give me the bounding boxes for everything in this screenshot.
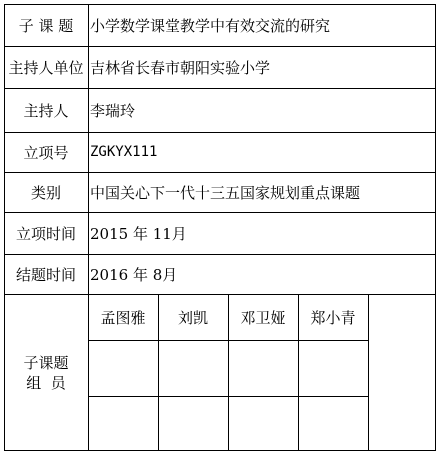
label-host-unit: 主持人单位 — [8, 58, 84, 77]
grid-divider — [158, 294, 159, 451]
subgroup-label-line1: 子课题 — [23, 353, 69, 372]
table-border — [4, 4, 436, 451]
value-project-number: ZGKYX111 — [90, 144, 158, 160]
subgroup-label-line2: 组 员 — [26, 373, 66, 392]
label-subtopic: 子 课 题 — [18, 16, 74, 35]
value-category: 中国关心下一代十三五国家规划重点课题 — [90, 183, 361, 202]
grid-divider — [368, 294, 369, 451]
row-divider — [4, 88, 436, 89]
row-divider — [4, 132, 436, 133]
row-divider — [4, 46, 436, 47]
label-project-number: 立项号 — [23, 143, 69, 162]
member-name: 郑小青 — [310, 308, 356, 327]
label-approval-date: 立项时间 — [15, 224, 76, 243]
row-divider — [4, 254, 436, 255]
value-host-unit: 吉林省长春市朝阳实验小学 — [90, 58, 271, 77]
member-name: 刘凯 — [177, 308, 208, 327]
label-completion-date: 结题时间 — [15, 265, 76, 284]
label-host: 主持人 — [23, 101, 69, 120]
value-approval-date: 2015 年 11月 — [90, 224, 187, 243]
member-name: 孟图雅 — [100, 308, 146, 327]
row-divider — [4, 212, 436, 213]
label-category: 类别 — [30, 183, 61, 202]
member-name: 邓卫娅 — [240, 308, 286, 327]
value-host: 李瑞玲 — [90, 101, 136, 120]
row-divider — [4, 172, 436, 173]
grid-divider — [298, 294, 299, 451]
column-divider — [88, 4, 89, 451]
project-info-table — [4, 4, 436, 451]
grid-divider — [228, 294, 229, 451]
row-divider — [4, 294, 436, 295]
value-completion-date: 2016 年 8月 — [90, 265, 178, 284]
value-subtopic: 小学数学课堂教学中有效交流的研究 — [90, 16, 331, 35]
